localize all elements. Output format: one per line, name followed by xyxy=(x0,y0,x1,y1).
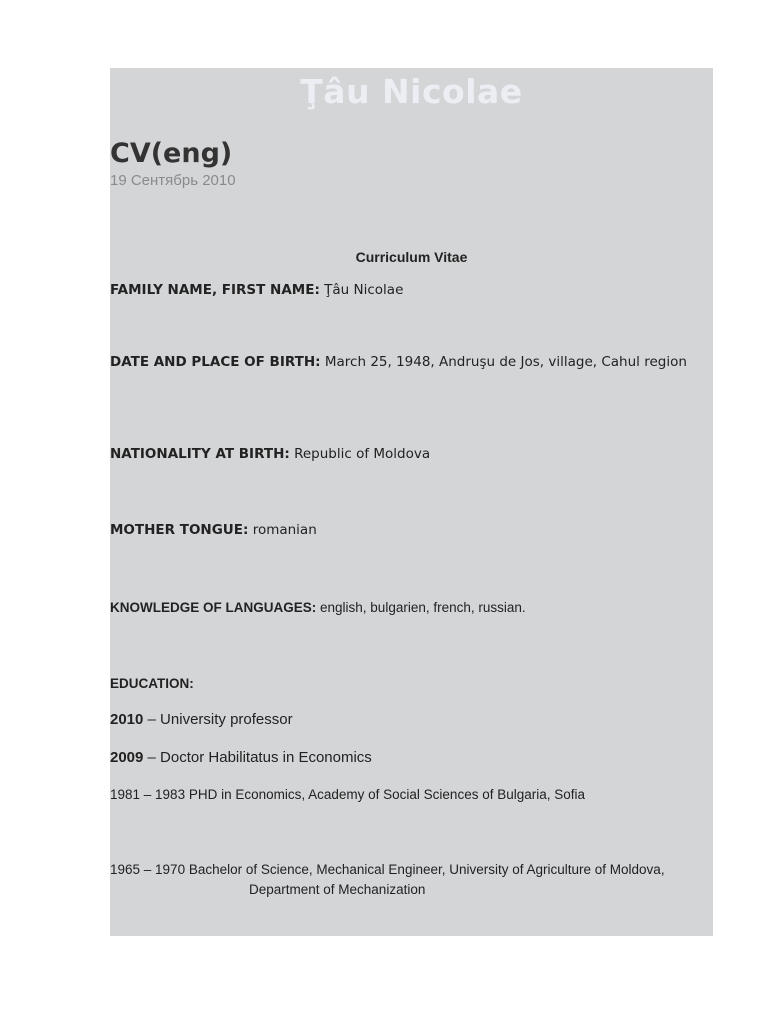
field-birth xyxy=(110,354,713,371)
cv-heading: Curriculum Vitae xyxy=(355,249,468,265)
education-text: 1965 – 1970 Bachelor of Science, Mechanical Engineer, University of Agriculture of Moldova, xyxy=(110,862,665,877)
document-date: 19 Сентябрь 2010 xyxy=(110,172,236,189)
field-languages xyxy=(110,599,713,616)
education-text: – Doctor Habilitatus in Economics xyxy=(147,749,372,766)
education-text: – University professor xyxy=(147,711,293,728)
field-label: FAMILY NAME, FIRST NAME: xyxy=(110,282,320,298)
field-label: DATE AND PLACE OF BIRTH: xyxy=(110,354,321,370)
education-year: 2009 xyxy=(110,749,144,766)
author-name: Ţâu Nicolae xyxy=(300,72,523,111)
document-title: CV(eng) xyxy=(110,138,233,169)
field-value: english, bulgarien, french, russian. xyxy=(320,600,526,615)
field-label: MOTHER TONGUE: xyxy=(110,522,249,538)
field-label: NATIONALITY AT BIRTH: xyxy=(110,446,290,462)
education-item xyxy=(110,860,713,900)
field-family-name xyxy=(110,282,713,299)
field-value: romanian xyxy=(252,522,317,538)
field-education xyxy=(110,675,713,692)
education-item xyxy=(110,749,713,766)
education-year: 2010 xyxy=(110,711,144,728)
field-label: KNOWLEDGE OF LANGUAGES: xyxy=(110,600,317,615)
education-text-continued: Department of Mechanization xyxy=(249,882,426,897)
field-mother-tongue xyxy=(110,522,713,539)
document-page xyxy=(110,68,713,936)
field-value: Republic of Moldova xyxy=(294,446,431,462)
field-value: March 25, 1948, Andruşu de Jos, village, Cahul region xyxy=(324,354,687,370)
education-item xyxy=(110,787,713,802)
education-text: 1981 – 1983 PHD in Economics, Academy of Social Sciences of Bulgaria, Sofia xyxy=(110,787,586,802)
field-nationality xyxy=(110,446,713,463)
field-value: Ţâu Nicolae xyxy=(324,282,404,298)
education-item xyxy=(110,711,713,728)
field-label: EDUCATION: xyxy=(110,676,194,691)
